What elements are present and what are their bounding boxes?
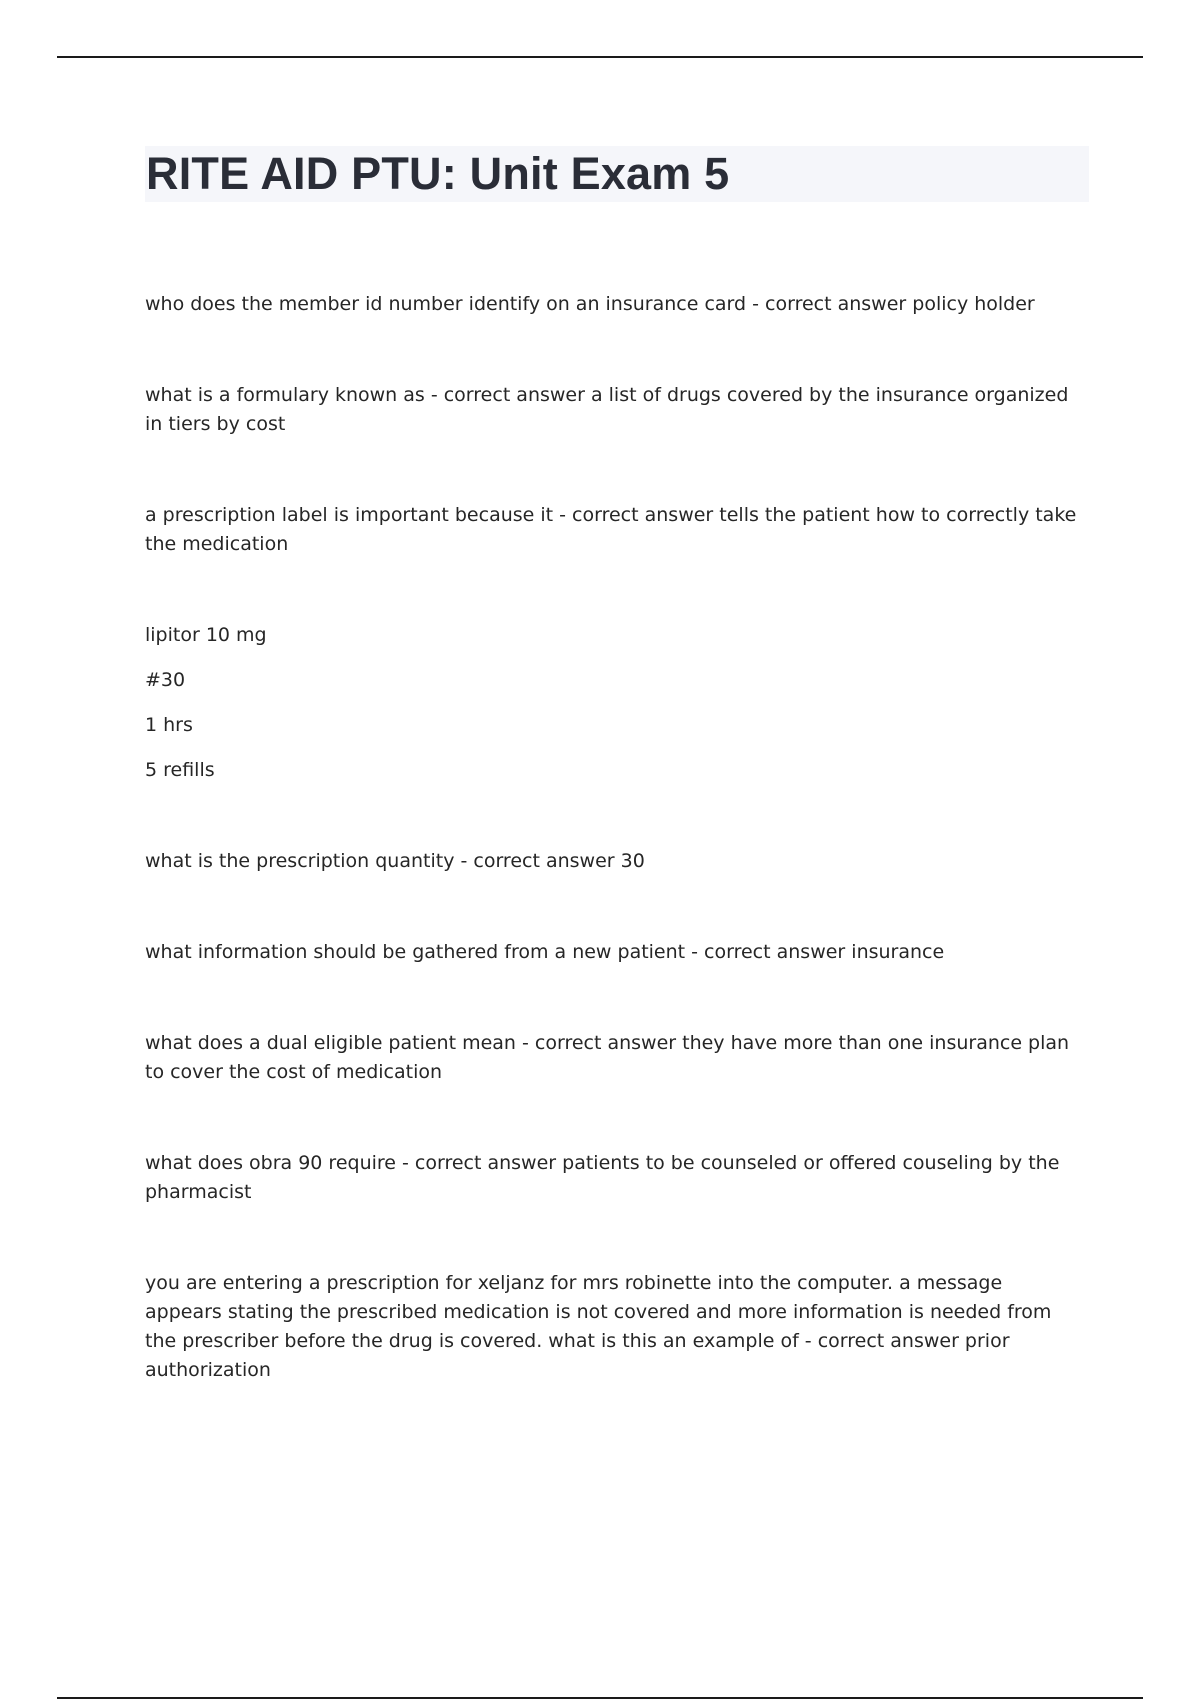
top-rule: [57, 56, 1143, 58]
prescription-refills: 5 refills: [145, 759, 215, 781]
bottom-rule: [57, 1697, 1143, 1699]
qa-item: what does a dual eligible patient mean - correct answer they have more than one insurance plan to cover the cost of medication: [145, 1032, 1070, 1083]
document-body: [145, 290, 1085, 1385]
document-title: RITE AID PTU: Unit Exam 5: [146, 148, 730, 199]
qa-item: what is the prescription quantity - correct answer 30: [145, 850, 645, 872]
prescription-block: [145, 621, 1085, 785]
qa-item: a prescription label is important because it - correct answer tells the patient how to correctly take the medication: [145, 504, 1077, 555]
qa-item: you are entering a prescription for xeljanz for mrs robinette into the computer. a message appears stating the prescribed medication is not covered and more information is needed from the prescriber before the drug is covered. what is this an example of - correct answer prior authorization: [145, 1272, 1052, 1381]
qa-item: what is a formulary known as - correct answer a list of drugs covered by the insurance organized in tiers by cost: [145, 384, 1069, 435]
prescription-drug: lipitor 10 mg: [145, 624, 267, 646]
prescription-directions: 1 hrs: [145, 714, 193, 736]
prescription-quantity: #30: [145, 669, 186, 691]
qa-item: what information should be gathered from a new patient - correct answer insurance: [145, 941, 945, 963]
qa-item: what does obra 90 require - correct answer patients to be counseled or offered couseling by the pharmacist: [145, 1152, 1060, 1203]
qa-item: who does the member id number identify on an insurance card - correct answer policy holder: [145, 293, 1035, 315]
